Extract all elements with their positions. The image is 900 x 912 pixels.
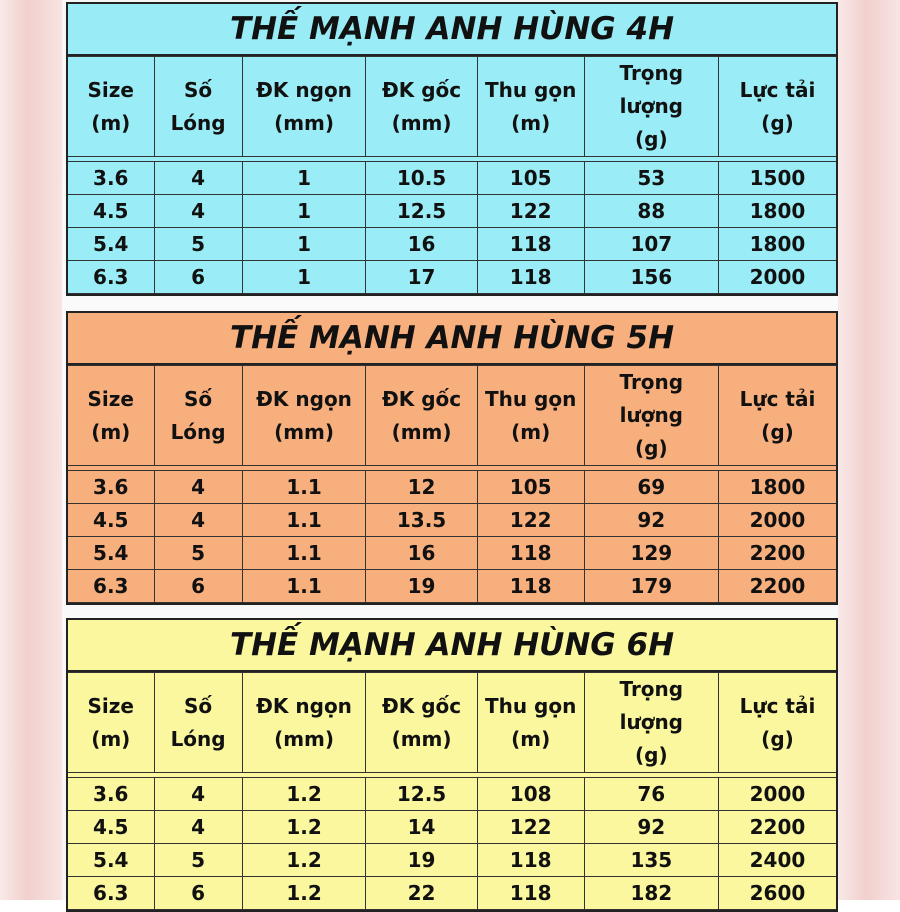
column-header-line1: Thu gọn (484, 693, 577, 718)
column-header-line2: (g) (761, 419, 794, 444)
column-header-line1: ĐK gốc (381, 386, 462, 411)
table-row (68, 570, 836, 603)
column-header (477, 57, 584, 157)
column-header-line1: Size (87, 693, 134, 718)
column-header-line2: (mm) (274, 110, 335, 135)
table-cell: 107 (584, 228, 718, 261)
table-row (68, 195, 836, 228)
column-header-line2: (g) (761, 110, 794, 135)
column-header-line2: (m) (511, 419, 551, 444)
column-header (584, 57, 718, 157)
table-cell: 2600 (718, 877, 836, 910)
table-cell: 118 (477, 537, 584, 570)
column-header (154, 366, 242, 466)
column-header-line2: (mm) (274, 726, 335, 751)
table-cell: 118 (477, 844, 584, 877)
column-header-line1: ĐK ngọn (256, 77, 352, 102)
table-cell: 122 (477, 811, 584, 844)
column-header-line1: Số Lóng (170, 386, 226, 444)
table-row (68, 778, 836, 811)
column-header (366, 57, 477, 157)
column-header-line1: ĐK ngọn (256, 386, 352, 411)
table-cell: 5 (154, 228, 242, 261)
table-cell: 5 (154, 844, 242, 877)
table-cell: 105 (477, 471, 584, 504)
table-cell: 1.2 (242, 844, 366, 877)
table-cell: 12 (366, 471, 477, 504)
column-header-line2: (m) (91, 419, 131, 444)
table-cell: 1.1 (242, 504, 366, 537)
spec-grid (68, 56, 836, 294)
table-cell: 13.5 (366, 504, 477, 537)
spec-grid (68, 365, 836, 603)
column-header-line1: Trọng lượng (619, 370, 684, 427)
table-title: THẾ MẠNH ANH HÙNG 6H (68, 620, 836, 672)
column-header (366, 366, 477, 466)
column-header-line2: (m) (511, 726, 551, 751)
table-cell: 4 (154, 195, 242, 228)
column-header (68, 57, 154, 157)
table-cell: 118 (477, 261, 584, 294)
column-header (477, 366, 584, 466)
table-cell: 92 (584, 811, 718, 844)
table-cell: 1.2 (242, 778, 366, 811)
column-header-line1: Trọng lượng (619, 677, 684, 734)
table-cell: 118 (477, 570, 584, 603)
table-cell: 1.2 (242, 877, 366, 910)
table-cell: 1.1 (242, 570, 366, 603)
column-header-line1: Thu gọn (484, 77, 577, 102)
column-header-line2: (m) (91, 110, 131, 135)
column-header (154, 57, 242, 157)
table-row (68, 811, 836, 844)
column-header-line1: Số Lóng (170, 77, 226, 135)
table-cell: 2200 (718, 537, 836, 570)
table-cell: 2000 (718, 504, 836, 537)
column-header (242, 366, 366, 466)
table-cell: 6.3 (68, 877, 154, 910)
table-cell: 4 (154, 162, 242, 195)
column-header-line2: (mm) (391, 419, 452, 444)
table-row (68, 504, 836, 537)
table-cell: 2000 (718, 261, 836, 294)
table-cell: 179 (584, 570, 718, 603)
table-cell: 1 (242, 162, 366, 195)
table-cell: 5.4 (68, 228, 154, 261)
table-cell: 3.6 (68, 778, 154, 811)
column-header-line1: Size (87, 77, 134, 102)
column-header-line2: (mm) (391, 726, 452, 751)
table-cell: 19 (366, 844, 477, 877)
column-header (154, 673, 242, 773)
table-row (68, 537, 836, 570)
table-cell: 122 (477, 195, 584, 228)
table-cell: 6 (154, 570, 242, 603)
spec-table-3 (66, 618, 838, 912)
table-cell: 12.5 (366, 778, 477, 811)
spec-grid (68, 672, 836, 910)
table-cell: 1.2 (242, 811, 366, 844)
table-cell: 129 (584, 537, 718, 570)
header-row (68, 57, 836, 157)
table-cell: 4 (154, 471, 242, 504)
table-row (68, 228, 836, 261)
table-cell: 76 (584, 778, 718, 811)
table-cell: 16 (366, 537, 477, 570)
column-header-line2: (m) (91, 726, 131, 751)
header-row (68, 673, 836, 773)
table-cell: 156 (584, 261, 718, 294)
table-cell: 1 (242, 195, 366, 228)
table-cell: 108 (477, 778, 584, 811)
table-cell: 12.5 (366, 195, 477, 228)
table-row (68, 844, 836, 877)
column-header-line2: (g) (635, 743, 668, 767)
column-header (68, 673, 154, 773)
table-cell: 69 (584, 471, 718, 504)
background-rod-left (0, 0, 62, 900)
table-cell: 14 (366, 811, 477, 844)
table-cell: 6.3 (68, 570, 154, 603)
table-cell: 6 (154, 261, 242, 294)
table-cell: 118 (477, 228, 584, 261)
column-header (718, 673, 836, 773)
table-cell: 6 (154, 877, 242, 910)
table-cell: 2000 (718, 778, 836, 811)
column-header-line2: (g) (635, 127, 668, 151)
column-header-line1: Lực tải (739, 693, 816, 718)
column-header (718, 366, 836, 466)
table-cell: 2200 (718, 570, 836, 603)
table-cell: 4 (154, 504, 242, 537)
table-cell: 4.5 (68, 195, 154, 228)
table-cell: 2400 (718, 844, 836, 877)
table-cell: 1 (242, 228, 366, 261)
table-row (68, 261, 836, 294)
column-header-line1: Lực tải (739, 77, 816, 102)
column-header (584, 673, 718, 773)
table-cell: 4 (154, 778, 242, 811)
column-header-line2: (mm) (274, 419, 335, 444)
column-header (242, 57, 366, 157)
table-cell: 4 (154, 811, 242, 844)
table-cell: 5.4 (68, 844, 154, 877)
table-cell: 6.3 (68, 261, 154, 294)
background-rod-right (838, 0, 900, 900)
spec-table-2 (66, 311, 838, 605)
column-header (242, 673, 366, 773)
column-header-line1: Lực tải (739, 386, 816, 411)
table-cell: 135 (584, 844, 718, 877)
column-header-line1: ĐK gốc (381, 693, 462, 718)
table-cell: 1500 (718, 162, 836, 195)
table-cell: 1800 (718, 471, 836, 504)
table-cell: 105 (477, 162, 584, 195)
column-header (68, 366, 154, 466)
table-cell: 1.1 (242, 537, 366, 570)
column-header-line2: (g) (635, 436, 668, 460)
header-row (68, 366, 836, 466)
column-header-line1: ĐK gốc (381, 77, 462, 102)
column-header (584, 366, 718, 466)
table-cell: 122 (477, 504, 584, 537)
column-header-line2: (mm) (391, 110, 452, 135)
table-row (68, 471, 836, 504)
table-title: THẾ MẠNH ANH HÙNG 5H (68, 313, 836, 365)
column-header (477, 673, 584, 773)
table-cell: 22 (366, 877, 477, 910)
column-header-line2: (g) (761, 726, 794, 751)
spec-table-1 (66, 2, 838, 296)
column-header-line2: (m) (511, 110, 551, 135)
table-cell: 5.4 (68, 537, 154, 570)
table-cell: 3.6 (68, 471, 154, 504)
table-cell: 1800 (718, 228, 836, 261)
table-cell: 5 (154, 537, 242, 570)
table-cell: 88 (584, 195, 718, 228)
table-row (68, 877, 836, 910)
column-header-line1: Trọng lượng (619, 61, 684, 118)
table-row (68, 162, 836, 195)
table-cell: 16 (366, 228, 477, 261)
table-cell: 1 (242, 261, 366, 294)
table-cell: 1800 (718, 195, 836, 228)
table-cell: 10.5 (366, 162, 477, 195)
table-cell: 4.5 (68, 504, 154, 537)
table-cell: 118 (477, 877, 584, 910)
table-title: THẾ MẠNH ANH HÙNG 4H (68, 4, 836, 56)
column-header (366, 673, 477, 773)
column-header-line1: Thu gọn (484, 386, 577, 411)
table-cell: 182 (584, 877, 718, 910)
table-cell: 2200 (718, 811, 836, 844)
table-cell: 4.5 (68, 811, 154, 844)
table-cell: 53 (584, 162, 718, 195)
table-cell: 92 (584, 504, 718, 537)
table-cell: 3.6 (68, 162, 154, 195)
table-cell: 1.1 (242, 471, 366, 504)
column-header-line1: Size (87, 386, 134, 411)
column-header-line1: Số Lóng (170, 693, 226, 751)
table-cell: 17 (366, 261, 477, 294)
table-cell: 19 (366, 570, 477, 603)
column-header (718, 57, 836, 157)
column-header-line1: ĐK ngọn (256, 693, 352, 718)
